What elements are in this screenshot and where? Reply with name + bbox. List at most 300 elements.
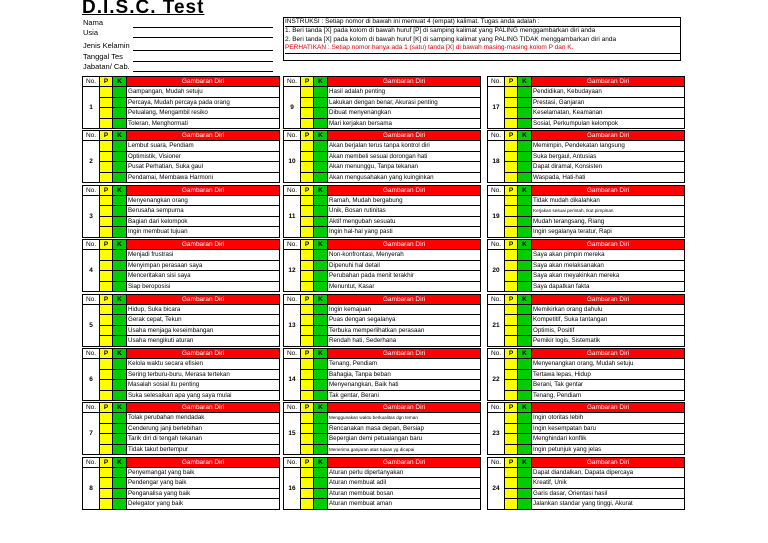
k-column (113, 250, 127, 291)
p-checkbox[interactable] (505, 217, 517, 228)
k-column (314, 305, 328, 346)
header-k: K (113, 240, 127, 249)
header-k: K (518, 77, 532, 86)
p-checkbox[interactable] (100, 305, 112, 316)
p-checkbox[interactable] (100, 227, 112, 237)
statement-text: Waspada, Hati-hati (533, 173, 586, 181)
group-number: 19 (488, 196, 505, 237)
header-gambaran-diri: Gambaran Diri (532, 403, 684, 412)
k-checkbox[interactable] (113, 336, 126, 346)
k-checkbox[interactable] (518, 119, 531, 129)
header-gambaran-diri: Gambaran Diri (127, 458, 279, 467)
k-checkbox[interactable] (314, 152, 327, 163)
k-checkbox[interactable] (518, 271, 531, 282)
k-checkbox[interactable] (518, 217, 531, 228)
k-checkbox[interactable] (113, 305, 126, 316)
group-header (488, 458, 684, 468)
p-checkbox[interactable] (505, 445, 517, 455)
statement-text: Tak gentar, Berani (329, 391, 379, 399)
header-gambaran-diri: Gambaran Diri (328, 349, 480, 358)
k-checkbox[interactable] (518, 478, 531, 489)
header-no: No. (83, 186, 100, 195)
jenis-kelamin-field[interactable] (133, 50, 273, 51)
k-checkbox[interactable] (113, 162, 126, 173)
k-checkbox[interactable] (113, 261, 126, 272)
k-checkbox[interactable] (314, 282, 327, 292)
k-checkbox[interactable] (314, 227, 327, 237)
p-checkbox[interactable] (505, 141, 517, 152)
k-checkbox[interactable] (314, 434, 327, 445)
page-title: D.I.S.C. Test (82, 0, 205, 18)
k-checkbox[interactable] (518, 468, 531, 479)
p-checkbox[interactable] (301, 261, 313, 272)
p-checkbox[interactable] (100, 370, 112, 381)
k-checkbox[interactable] (113, 141, 126, 152)
p-checkbox[interactable] (505, 196, 517, 207)
p-checkbox[interactable] (100, 152, 112, 163)
k-checkbox[interactable] (113, 282, 126, 292)
k-checkbox[interactable] (113, 119, 126, 129)
p-checkbox[interactable] (100, 380, 112, 391)
k-checkbox[interactable] (314, 445, 327, 455)
k-checkbox[interactable] (518, 87, 531, 98)
p-checkbox[interactable] (505, 434, 517, 445)
statement-text: Saya akan melaksanakan (532, 261, 684, 272)
question-group-10 (283, 130, 481, 183)
p-column (301, 359, 314, 400)
p-checkbox[interactable] (100, 261, 112, 272)
p-checkbox[interactable] (100, 173, 112, 183)
group-body (83, 196, 279, 237)
p-checkbox[interactable] (100, 271, 112, 282)
description-column (127, 87, 279, 128)
header-no: No. (83, 240, 100, 249)
k-checkbox[interactable] (518, 261, 531, 272)
p-checkbox[interactable] (301, 282, 313, 292)
p-checkbox[interactable] (301, 217, 313, 228)
statement-text: Pendidikan, Kebudayaan (532, 87, 684, 98)
k-checkbox[interactable] (113, 250, 126, 261)
header-k: K (518, 295, 532, 304)
group-body (83, 141, 279, 182)
k-checkbox[interactable] (518, 206, 531, 217)
group-body (83, 87, 279, 128)
p-checkbox[interactable] (505, 206, 517, 217)
k-checkbox[interactable] (113, 227, 126, 237)
group-body (488, 413, 684, 454)
k-checkbox[interactable] (314, 108, 327, 119)
k-checkbox[interactable] (113, 152, 126, 163)
header-p: P (505, 349, 518, 358)
k-checkbox[interactable] (113, 413, 126, 424)
k-checkbox[interactable] (314, 217, 327, 228)
k-checkbox[interactable] (314, 119, 327, 129)
p-checkbox[interactable] (301, 141, 313, 152)
p-checkbox[interactable] (301, 336, 313, 346)
k-checkbox[interactable] (518, 141, 531, 152)
statement-text: Ingin hal-hal yang pasti (329, 228, 393, 236)
p-checkbox[interactable] (505, 173, 517, 183)
k-checkbox[interactable] (518, 359, 531, 370)
p-checkbox[interactable] (301, 271, 313, 282)
k-checkbox[interactable] (518, 98, 531, 109)
p-checkbox[interactable] (505, 87, 517, 98)
p-checkbox[interactable] (301, 413, 313, 424)
k-checkbox[interactable] (518, 499, 531, 509)
usia-field[interactable] (133, 37, 273, 38)
group-body (284, 250, 480, 291)
p-checkbox[interactable] (301, 434, 313, 445)
k-checkbox[interactable] (314, 468, 327, 479)
group-number: 2 (83, 141, 100, 182)
k-checkbox[interactable] (113, 98, 126, 109)
group-number: 9 (284, 87, 301, 128)
statement-text: Prestasi, Ganjaran (532, 98, 684, 109)
p-checkbox[interactable] (100, 326, 112, 337)
p-checkbox[interactable] (505, 380, 517, 391)
p-checkbox[interactable] (505, 305, 517, 316)
instruction-line: INSTRUKSI : Setiap nomor di bawah ini memuat 4 (empat) kalimat. Tugas anda adalah : (285, 18, 680, 27)
k-checkbox[interactable] (314, 370, 327, 381)
p-column (505, 141, 518, 182)
p-checkbox[interactable] (505, 326, 517, 337)
k-checkbox[interactable] (518, 413, 531, 424)
header-no: No. (488, 77, 505, 86)
p-checkbox[interactable] (505, 152, 517, 163)
group-header (83, 295, 279, 305)
k-checkbox[interactable] (314, 391, 327, 401)
p-checkbox[interactable] (505, 108, 517, 119)
question-group-13 (283, 294, 481, 347)
k-checkbox[interactable] (518, 282, 531, 292)
p-checkbox[interactable] (301, 227, 313, 237)
p-checkbox[interactable] (301, 196, 313, 207)
p-checkbox[interactable] (100, 108, 112, 119)
k-checkbox[interactable] (314, 261, 327, 272)
p-checkbox[interactable] (505, 359, 517, 370)
p-column (301, 468, 314, 509)
statement-text: Puas dengan segalanya (328, 315, 480, 326)
p-checkbox[interactable] (301, 108, 313, 119)
statement-text: Saya akan pimpin mereka (532, 250, 684, 261)
statement-text: Hidup, Suka bicara (127, 305, 279, 316)
k-checkbox[interactable] (314, 141, 327, 152)
p-checkbox[interactable] (100, 445, 112, 455)
k-checkbox[interactable] (518, 326, 531, 337)
k-checkbox[interactable] (314, 326, 327, 337)
p-checkbox[interactable] (505, 370, 517, 381)
p-checkbox[interactable] (505, 119, 517, 129)
k-checkbox[interactable] (518, 489, 531, 500)
p-checkbox[interactable] (505, 489, 517, 500)
statement-text: Tidak takut bertempur (128, 445, 188, 453)
statement-text: Menuntut, Kasar (329, 282, 375, 290)
k-checkbox[interactable] (314, 98, 327, 109)
k-checkbox[interactable] (314, 359, 327, 370)
k-checkbox[interactable] (113, 87, 126, 98)
p-checkbox[interactable] (100, 119, 112, 129)
question-group-8 (82, 457, 280, 510)
p-checkbox[interactable] (505, 162, 517, 173)
p-checkbox[interactable] (100, 196, 112, 207)
k-checkbox[interactable] (314, 305, 327, 316)
p-checkbox[interactable] (100, 98, 112, 109)
k-checkbox[interactable] (518, 173, 531, 183)
header-k: K (113, 131, 127, 140)
p-checkbox[interactable] (301, 370, 313, 381)
k-column (314, 359, 328, 400)
k-checkbox[interactable] (314, 196, 327, 207)
p-checkbox[interactable] (100, 250, 112, 261)
k-checkbox[interactable] (314, 489, 327, 500)
p-checkbox[interactable] (301, 206, 313, 217)
p-checkbox[interactable] (505, 98, 517, 109)
k-checkbox[interactable] (518, 445, 531, 455)
group-body (284, 196, 480, 237)
statement-text: Menjadi frustrasi (127, 250, 279, 261)
p-checkbox[interactable] (100, 413, 112, 424)
p-checkbox[interactable] (100, 162, 112, 173)
form-row-jenis-kelamin (83, 41, 273, 51)
p-column (100, 305, 113, 346)
header-p: P (100, 131, 113, 140)
question-group-20 (487, 239, 685, 292)
group-body (488, 359, 684, 400)
p-checkbox[interactable] (301, 359, 313, 370)
k-checkbox[interactable] (113, 489, 126, 500)
group-header (284, 349, 480, 359)
k-checkbox[interactable] (518, 434, 531, 445)
p-checkbox[interactable] (301, 478, 313, 489)
group-header (488, 240, 684, 250)
k-checkbox[interactable] (518, 152, 531, 163)
k-checkbox[interactable] (518, 370, 531, 381)
header-k: K (113, 458, 127, 467)
p-checkbox[interactable] (301, 489, 313, 500)
k-column (518, 141, 532, 182)
k-checkbox[interactable] (113, 478, 126, 489)
k-checkbox[interactable] (113, 499, 126, 509)
k-checkbox[interactable] (314, 315, 327, 326)
p-checkbox[interactable] (100, 391, 112, 401)
statement-text: Akan membeli sesuai dorongan hati (328, 152, 480, 163)
statement-text: Ingin membuat tujuan (128, 228, 188, 236)
k-checkbox[interactable] (314, 162, 327, 173)
p-checkbox[interactable] (301, 391, 313, 401)
p-column (301, 413, 314, 454)
k-checkbox[interactable] (314, 271, 327, 282)
k-checkbox[interactable] (518, 108, 531, 119)
header-p: P (100, 186, 113, 195)
statement-text: Saya akan meyakinkan mereka (532, 271, 684, 282)
group-body (488, 141, 684, 182)
k-checkbox[interactable] (113, 271, 126, 282)
k-checkbox[interactable] (113, 391, 126, 401)
statement-text: Akan berjalan terus tanpa kontrol diri (328, 141, 480, 152)
statement-text: Bepergian demi petualangan baru (328, 434, 480, 445)
p-checkbox[interactable] (301, 250, 313, 261)
p-checkbox[interactable] (301, 87, 313, 98)
header-k: K (518, 186, 532, 195)
group-header (488, 77, 684, 87)
p-checkbox[interactable] (301, 445, 313, 455)
header-k: K (518, 403, 532, 412)
k-column (113, 305, 127, 346)
instruction-line: 2. Beri tanda [X] pada kolom di bawah huruf [K] di samping kalimat yang PALING TIDAK menggambarkan diri anda (285, 35, 617, 43)
header-k: K (314, 77, 328, 86)
p-checkbox[interactable] (505, 391, 517, 401)
group-header (488, 349, 684, 359)
p-checkbox[interactable] (301, 315, 313, 326)
group-body (284, 413, 480, 454)
p-checkbox[interactable] (301, 499, 313, 509)
p-checkbox[interactable] (505, 315, 517, 326)
statement-text: Dipenuhi hal detail (328, 261, 480, 272)
k-checkbox[interactable] (518, 250, 531, 261)
p-checkbox[interactable] (100, 282, 112, 292)
p-checkbox[interactable] (505, 499, 517, 509)
statement-text: Berusaha sempurna (127, 206, 279, 217)
k-checkbox[interactable] (314, 173, 327, 183)
p-checkbox[interactable] (505, 282, 517, 292)
k-checkbox[interactable] (113, 196, 126, 207)
p-checkbox[interactable] (301, 326, 313, 337)
k-checkbox[interactable] (518, 196, 531, 207)
k-checkbox[interactable] (314, 478, 327, 489)
question-group-17 (487, 76, 685, 129)
p-checkbox[interactable] (301, 98, 313, 109)
k-checkbox[interactable] (314, 250, 327, 261)
statement-text: Pendengar yang baik (127, 478, 279, 489)
k-checkbox[interactable] (113, 370, 126, 381)
header-p: P (301, 131, 314, 140)
header-gambaran-diri: Gambaran Diri (532, 295, 684, 304)
k-column (518, 413, 532, 454)
jabatan-field[interactable] (133, 71, 273, 72)
header-no: No. (488, 458, 505, 467)
k-checkbox[interactable] (113, 424, 126, 435)
group-header (284, 403, 480, 413)
p-checkbox[interactable] (301, 305, 313, 316)
k-checkbox[interactable] (518, 424, 531, 435)
statement-text: Menyenangkan, Baik hati (328, 380, 480, 391)
header-k: K (113, 403, 127, 412)
p-checkbox[interactable] (505, 250, 517, 261)
k-checkbox[interactable] (113, 380, 126, 391)
group-number: 7 (83, 413, 100, 454)
statement-text: Akan mengusahakan yang kuinginkan (329, 173, 434, 181)
p-checkbox[interactable] (505, 413, 517, 424)
group-body (488, 250, 684, 291)
p-checkbox[interactable] (100, 468, 112, 479)
p-checkbox[interactable] (505, 261, 517, 272)
p-checkbox[interactable] (505, 336, 517, 346)
p-checkbox[interactable] (301, 152, 313, 163)
k-checkbox[interactable] (518, 315, 531, 326)
p-checkbox[interactable] (100, 217, 112, 228)
p-checkbox[interactable] (100, 206, 112, 217)
statement-text: Usaha mengikuti aturan (128, 337, 194, 345)
p-checkbox[interactable] (100, 336, 112, 346)
k-checkbox[interactable] (518, 227, 531, 237)
k-checkbox[interactable] (113, 326, 126, 337)
p-checkbox[interactable] (100, 489, 112, 500)
p-checkbox[interactable] (505, 424, 517, 435)
header-k: K (518, 240, 532, 249)
k-checkbox[interactable] (113, 468, 126, 479)
p-checkbox[interactable] (301, 119, 313, 129)
header-no: No. (284, 458, 301, 467)
p-checkbox[interactable] (505, 271, 517, 282)
p-checkbox[interactable] (100, 424, 112, 435)
p-checkbox[interactable] (301, 424, 313, 435)
k-checkbox[interactable] (314, 336, 327, 346)
statement-text: Penyemangat yang baik (127, 468, 279, 479)
p-checkbox[interactable] (100, 359, 112, 370)
p-checkbox[interactable] (100, 478, 112, 489)
k-checkbox[interactable] (113, 206, 126, 217)
k-checkbox[interactable] (314, 413, 327, 424)
group-body (83, 305, 279, 346)
k-checkbox[interactable] (314, 424, 327, 435)
p-checkbox[interactable] (100, 315, 112, 326)
k-checkbox[interactable] (113, 108, 126, 119)
p-column (505, 305, 518, 346)
k-checkbox[interactable] (314, 87, 327, 98)
p-checkbox[interactable] (100, 141, 112, 152)
header-p: P (505, 186, 518, 195)
description-column (328, 468, 480, 509)
p-checkbox[interactable] (301, 173, 313, 183)
k-checkbox[interactable] (113, 173, 126, 183)
group-header (83, 186, 279, 196)
k-checkbox[interactable] (314, 206, 327, 217)
header-no: No. (284, 131, 301, 140)
k-checkbox[interactable] (113, 445, 126, 455)
statement-text: Pusat Perhatian, Suka gaul (127, 162, 279, 173)
question-group-14 (283, 348, 481, 401)
p-checkbox[interactable] (301, 380, 313, 391)
statement-text: Pendamai, Membawa Harmoni (128, 173, 213, 181)
k-checkbox[interactable] (518, 305, 531, 316)
group-body (488, 468, 684, 509)
k-checkbox[interactable] (518, 336, 531, 346)
p-checkbox[interactable] (100, 499, 112, 509)
k-checkbox[interactable] (314, 499, 327, 509)
k-checkbox[interactable] (113, 434, 126, 445)
p-checkbox[interactable] (100, 87, 112, 98)
k-checkbox[interactable] (518, 162, 531, 173)
statement-text: Sosial, Perkumpulan kelompok (533, 119, 618, 127)
k-checkbox[interactable] (314, 380, 327, 391)
p-checkbox[interactable] (100, 434, 112, 445)
group-header (488, 131, 684, 141)
statement-text: Ingin otoritas lebih (532, 413, 684, 424)
p-checkbox[interactable] (505, 468, 517, 479)
statement-text: Suka bergaul, Antusias (532, 152, 684, 163)
p-checkbox[interactable] (505, 227, 517, 237)
p-checkbox[interactable] (301, 468, 313, 479)
form-label: Usia (83, 28, 99, 37)
k-checkbox[interactable] (113, 217, 126, 228)
group-header (488, 295, 684, 305)
k-checkbox[interactable] (113, 315, 126, 326)
k-checkbox[interactable] (113, 359, 126, 370)
p-checkbox[interactable] (505, 478, 517, 489)
k-checkbox[interactable] (518, 391, 531, 401)
k-checkbox[interactable] (518, 380, 531, 391)
p-checkbox[interactable] (301, 162, 313, 173)
